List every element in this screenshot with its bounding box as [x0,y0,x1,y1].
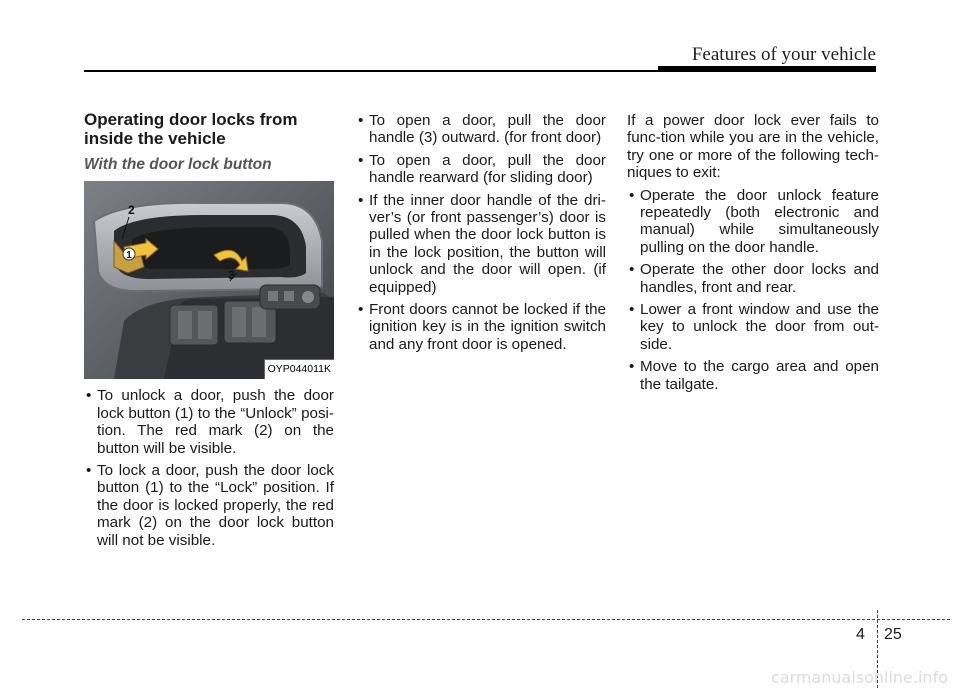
door-panel-illustration [84,181,334,379]
watermark: carmanualsonline.info [770,668,948,687]
column-2 [356,112,606,358]
door-handle-list [356,112,606,353]
power-lock-intro: If a power door lock ever fails to func-tion while you are in the vehicle, try one or more of the following tech-niques to exit: [627,112,879,182]
list-item: • Operate the other door locks and handles, front and rear. [627,261,879,296]
column-1 [84,110,334,554]
list-item: • To open a door, pull the door handle rearward (for sliding door) [356,152,606,187]
chapter-number: 4 [856,626,865,643]
list-item: • To open a door, pull the door handle (3) outward. (for front door) [356,112,606,147]
list-item: • To unlock a door, push the door lock button (1) to the “Unlock” posi-tion. The red mark (2) on the button will be visible. [84,387,334,457]
list-item: • Lower a front window and use the key to unlock the door from out-side. [627,301,879,353]
callout-1-label: 1 [126,250,132,262]
running-header-title: Features of your vehicle [691,44,876,65]
list-item: • Move to the cargo area and open the tailgate. [627,358,879,393]
page-number: 25 [884,626,902,643]
list-item: • To lock a door, push the door lock button (1) to the “Lock” position. If the door is locked properly, the red mark (2) on the door lock button will not be visible. [84,462,334,549]
unlock-lock-list [84,387,334,549]
callout-3-label: 3 [228,268,235,283]
list-item: • Front doors cannot be locked if the ignition key is in the ignition switch and any front door is opened. [356,301,606,353]
exit-techniques-list [627,187,879,393]
section-title: Operating door locks from inside the vehicle [84,110,298,148]
list-item: • If the inner door handle of the dri-ver’s (or front passenger’s) door is pulled when the door lock button is in the lock position, the button will unlock and the door will open. (if equipped) [356,192,606,296]
list-item: • Operate the door unlock feature repeatedly (both electronic and manual) while simultaneously pulling on the door handle. [627,187,879,257]
figure-code: OYP044011K [264,359,334,379]
footer-rule [22,619,950,620]
column-3 [627,112,879,398]
door-lock-figure [84,181,334,379]
header-rule-accent [658,66,876,72]
callout-2-label: 2 [128,203,135,218]
sub-title: With the door lock button [84,156,272,173]
